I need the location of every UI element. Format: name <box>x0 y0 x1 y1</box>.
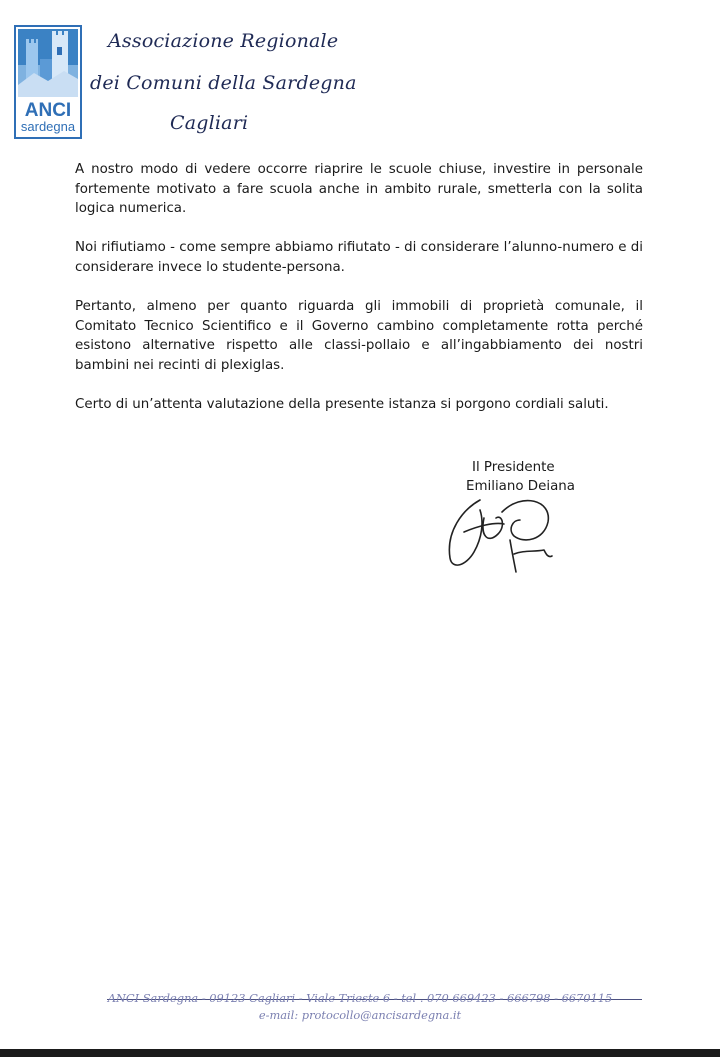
signer-name: Emiliano Deiana <box>466 479 575 494</box>
anci-sardegna-logo <box>14 25 82 139</box>
paragraph-2: Noi rifiutiamo - come sempre abbiamo rifiutato - di considerare l’alunno-numero e di considerare invece lo studente-persona. <box>75 240 643 275</box>
handwritten-signature <box>440 492 570 580</box>
letter-body <box>75 160 643 434</box>
header-municipalities: dei Comuni della Sardegna <box>90 72 357 94</box>
footer-email: e-mail: protocollo@ancisardegna.it <box>258 1008 462 1022</box>
signature-block <box>466 458 575 496</box>
logo-text-sardegna: sardegna <box>20 119 76 134</box>
paragraph-3: Pertanto, almeno per quanto riguarda gli immobili di proprietà comunale, il Comitato Tecnico Scientifico e il Governo cambino completamente rotta perché esistono alternative rispetto alle classi-pollaio e all’ingabbiamento dei nostri bambini nei recinti di plexiglas. <box>75 299 643 373</box>
footer-address: ANCI Sardegna - 09123 Cagliari - Viale Trieste 6 - tel . 070 669423 - 666798 - 6670115 <box>107 991 613 1005</box>
logo-text-anci: ANCI <box>24 100 72 121</box>
signer-title: Il Presidente <box>472 460 555 475</box>
paragraph-1: A nostro modo di vedere occorre riaprire le scuole chiuse, investire in personale fortemente motivato a fare scuola anche in ambito rurale, smetterla con la solita logica numerica. <box>75 162 643 217</box>
bottom-bar <box>0 1049 720 1057</box>
header-city: Cagliari <box>170 112 249 134</box>
header-association: Associazione Regionale <box>108 30 339 52</box>
paragraph-4: Certo di un’attenta valutazione della presente istanza si porgono cordiali saluti. <box>75 397 609 413</box>
